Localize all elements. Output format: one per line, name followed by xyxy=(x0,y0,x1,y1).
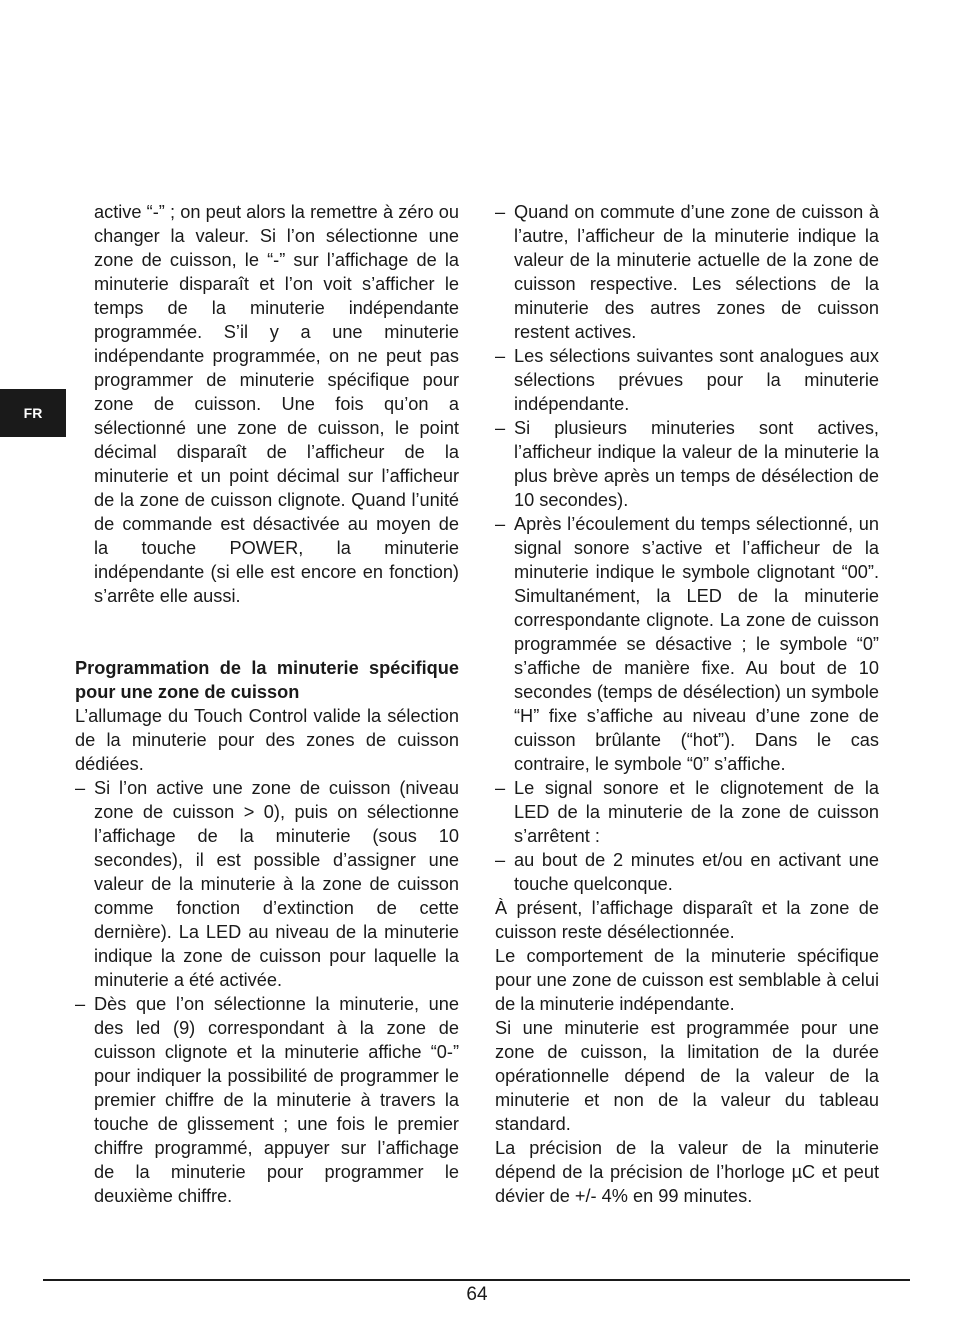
list-item: – Le signal sonore et le clignotement de la LED de la minuterie de la zone de cuisson s’arrêtent : xyxy=(495,776,879,848)
language-tab: FR xyxy=(0,389,66,437)
intro-paragraph: L’allumage du Touch Control valide la sélection de la minuterie pour des zones de cuisson dédiées. xyxy=(75,706,459,774)
list-item: – Dès que l’on sélectionne la minuterie, une des led (9) correspondant à la zone de cuisson clignote et la minuterie affiche “0-” pour indiquer la possibilité de programmer le premier chiffre de la minuterie à travers la touche de glissement ; une fois le premier chiffre programmé, appuyer sur l’affichage de la minuterie pour programmer le deuxième chiffre. xyxy=(75,992,459,1208)
list-item: – Quand on commute d’une zone de cuisson à l’autre, l’afficheur de la minuterie indique la valeur de la minuterie actuelle de la zone de cuisson respective. Les sélections de la minuterie des autres zones de cuisson restent actives. xyxy=(495,200,879,344)
right-column xyxy=(495,200,879,1208)
body-paragraph: À présent, l’affichage disparaît et la zone de cuisson reste désélectionnée. xyxy=(495,898,879,942)
section-heading: Programmation de la minuterie spécifique pour une zone de cuisson xyxy=(75,658,459,702)
list-item: – au bout de 2 minutes et/ou en activant une touche quelconque. xyxy=(495,848,879,896)
list-item: – Si l’on active une zone de cuisson (niveau zone de cuisson > 0), puis on sélectionne l’affichage de la minuterie (sous 10 secondes), il est possible d’assigner une valeur de la minuterie à la zone de cuisson comme fonction d’extinction de cette dernière). La LED au niveau de la minuterie indique la zone de cuisson pour laquelle la minuterie a été activée. xyxy=(75,776,459,992)
continuation-paragraph: active “-” ; on peut alors la remettre à zéro ou changer la valeur. Si l’on sélectionne une zone de cuisson, le “-” sur l’affichage de la minuterie disparaît et l’on voit s’afficher le temps de la minuterie indépendante programmée. S’il y a une minuterie indépendante programmée, on ne peut pas programmer de minuterie spécifique pour zone de cuisson. Une fois qu’on a sélectionné une zone de cuisson, le point décimal disparaît de l’afficheur de la minuterie et un point décimal sur l’afficheur de la zone de cuisson clignote. Quand l’unité de commande est désactivée au moyen de la touche POWER, la minuterie indépendante (si elle est encore en fonction) s’arrête elle aussi. xyxy=(94,202,459,606)
page-number: 64 xyxy=(466,1284,488,1305)
body-paragraph: Si une minuterie est programmée pour une zone de cuisson, la limitation de la durée opérationnelle dépend de la valeur de la minuterie et non de la valeur du tableau standard. xyxy=(495,1018,879,1134)
list-item: – Les sélections suivantes sont analogues aux sélections prévues pour la minuterie indépendante. xyxy=(495,344,879,416)
body-paragraph: La précision de la valeur de la minuterie dépend de la précision de l’horloge µC et peut dévier de +/- 4% en 99 minutes. xyxy=(495,1138,879,1206)
footer-rule xyxy=(43,1279,910,1281)
body-paragraph: Le comportement de la minuterie spécifique pour une zone de cuisson est semblable à celui de la minuterie indépendante. xyxy=(495,946,879,1014)
section-spacer xyxy=(75,608,459,656)
left-column xyxy=(75,200,459,1208)
list-item: – Si plusieurs minuteries sont actives, l’afficheur indique la valeur de la minuterie la plus brève après un temps de désélection de 10 secondes). xyxy=(495,416,879,512)
list-item: – Après l’écoulement du temps sélectionné, un signal sonore s’active et l’afficheur de la minuterie indique le symbole clignotant “00”. Simultanément, la LED de la minuterie correspondante clignote. La zone de cuisson programmée se désactive ; le symbole “0” s’affiche de manière fixe. Au bout de 10 secondes (temps de désélection) un symbole “H” fixe s’affiche au niveau d’une zone de cuisson brûlante (“hot”). Dans le cas contraire, le symbole “0” s’affiche. xyxy=(495,512,879,776)
